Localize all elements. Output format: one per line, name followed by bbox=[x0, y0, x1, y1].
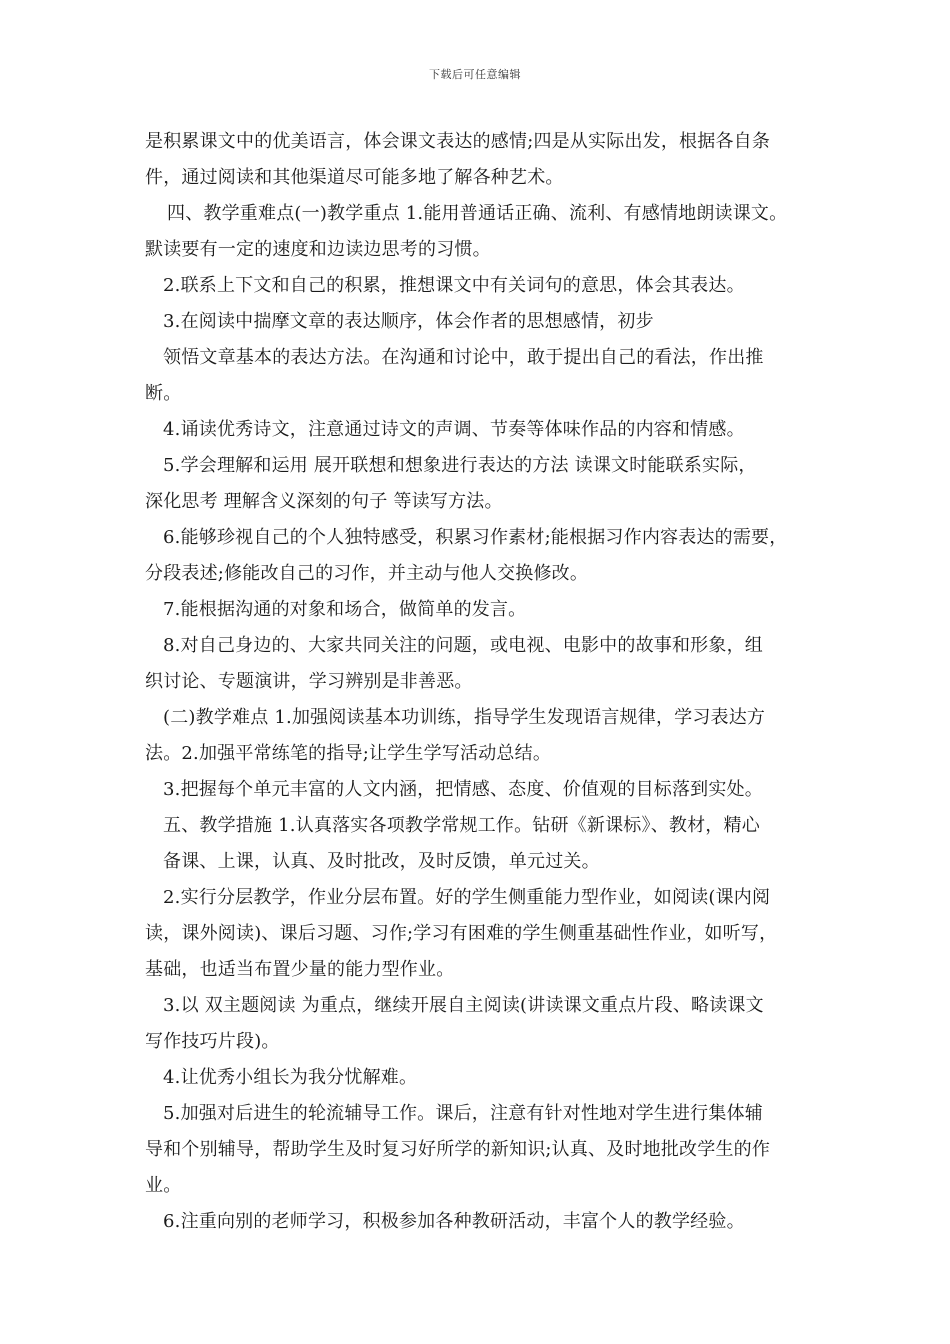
text-line: 5.学会理解和运用 展开联想和想象进行表达的方法 读课文时能联系实际， bbox=[163, 455, 757, 476]
text-line: 读，课外阅读)、课后习题、习作;学习有困难的学生侧重基础性作业，如听写， bbox=[145, 923, 778, 944]
text-line: 五、教学措施 1.认真落实各项教学常规工作。钻研《新课标》、教材，精心 bbox=[163, 815, 760, 836]
text-line: 写作技巧片段)。 bbox=[145, 1031, 280, 1052]
text-line: 5.加强对后进生的轮流辅导工作。课后，注意有针对性地对学生进行集体辅 bbox=[163, 1103, 763, 1124]
text-line: 默读要有一定的速度和边读边思考的习惯。 bbox=[145, 239, 491, 260]
text-line: 7.能根据沟通的对象和场合，做简单的发言。 bbox=[163, 599, 527, 620]
text-line: 8.对自己身边的、大家共同关注的问题，或电视、电影中的故事和形象，组 bbox=[163, 635, 763, 656]
text-line: 断。 bbox=[145, 383, 182, 404]
text-line: 分段表述;修能改自己的习作，并主动与他人交换修改。 bbox=[145, 563, 589, 584]
text-line: 是积累课文中的优美语言，体会课文表达的感情;四是从实际出发，根据各自条 bbox=[145, 131, 771, 152]
page-header: 下载后可任意编辑 bbox=[429, 68, 521, 81]
text-line: 6.注重向别的老师学习，积极参加各种教研活动，丰富个人的教学经验。 bbox=[163, 1211, 745, 1232]
text-line: 4.诵读优秀诗文，注意通过诗文的声调、节奏等体味作品的内容和情感。 bbox=[163, 419, 745, 440]
text-line: 2.实行分层教学，作业分层布置。好的学生侧重能力型作业，如阅读(课内阅 bbox=[163, 887, 771, 908]
text-line: 4.让优秀小组长为我分忧解难。 bbox=[163, 1067, 418, 1088]
text-line: 基础，也适当布置少量的能力型作业。 bbox=[145, 959, 455, 980]
text-line: 法。2.加强平常练笔的指导;让学生学写活动总结。 bbox=[145, 743, 552, 764]
text-line: 2.联系上下文和自己的积累，推想课文中有关词句的意思，体会其表达。 bbox=[163, 275, 745, 296]
text-line: 深化思考 理解含义深刻的句子 等读写方法。 bbox=[145, 491, 503, 512]
text-line: (二)教学难点 1.加强阅读基本功训练，指导学生发现语言规律，学习表达方 bbox=[163, 707, 766, 728]
text-line: 3.以 双主题阅读 为重点，继续开展自主阅读(讲读课文重点片段、略读课文 bbox=[163, 995, 764, 1016]
text-line: 领悟文章基本的表达方法。在沟通和讨论中，敢于提出自己的看法，作出推 bbox=[163, 347, 764, 368]
text-line: 3.把握每个单元丰富的人文内涵，把情感、态度、价值观的目标落到实处。 bbox=[163, 779, 763, 800]
text-line: 件，通过阅读和其他渠道尽可能多地了解各种艺术。 bbox=[145, 167, 564, 188]
text-line: 业。 bbox=[145, 1175, 182, 1196]
text-line: 3.在阅读中揣摩文章的表达顺序，体会作者的思想感情，初步 bbox=[163, 311, 654, 332]
text-line: 四、教学重难点(一)教学重点 1.能用普通话正确、流利、有感情地朗读课文。 bbox=[167, 203, 788, 224]
text-line: 6.能够珍视自己的个人独特感受，积累习作素材;能根据习作内容表达的需要， bbox=[163, 527, 788, 548]
text-line: 备课、上课，认真、及时批改，及时反馈，单元过关。 bbox=[163, 851, 600, 872]
text-line: 织讨论、专题演讲，学习辨别是非善恶。 bbox=[145, 671, 473, 692]
text-line: 导和个别辅导，帮助学生及时复习好所学的新知识;认真、及时地批改学生的作 bbox=[145, 1139, 771, 1160]
document-body bbox=[145, 124, 815, 1240]
